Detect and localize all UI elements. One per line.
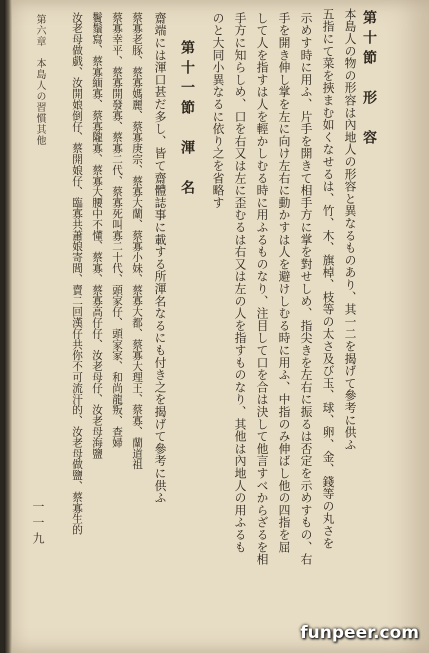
section-11-heading: 第十一節 渾 名 bbox=[179, 40, 195, 200]
section-11-line: 鬢鬚寫、蔡寡緬寡、蔡寡隴寡、蔡寡大腰中不懂、蔡寡、蔡寡高仔仔、汝老母仔、汝老母海鹽 bbox=[91, 12, 103, 459]
section-10-line: のと大同小異なるに依り之を省略す bbox=[211, 12, 225, 209]
section-10-line: して人を指すは人を輕かしむる時に用ふるものなり、注目して口を合は決して他言すべからざるを相 bbox=[255, 12, 269, 566]
section-11-line: 蔡寡老豚、蔡寡媽麗、蔡寡庚宗、蔡寡大蘭、蔡寡小妹、蔡寡大都、蔡寡大理王、蔡寡、蘭道祖 bbox=[131, 12, 143, 470]
section-11-line: 蔡寡幸平、蔡寡開發寡、蔡寡二代、蔡寡死叫寡二十代、頭家仔、頭家家、和尚龍叛、查婦 bbox=[111, 12, 123, 448]
section-10-line: 五指にて菜を挾まむ如くなせるは、竹、木、旗棹、枝等の太さ及び玉、球、卵、金、錢等の丸さを bbox=[321, 8, 335, 550]
page-binding-edge bbox=[4, 0, 12, 653]
section-10-line: 本島人の物の形容は內地人の形容と異なるものあり、其一二を揭げて參考に供ふ bbox=[343, 8, 357, 451]
book-page bbox=[4, 0, 429, 653]
page-number: 一一九 bbox=[31, 500, 45, 548]
section-10-line: 手方に知らしめ、口を右又は左に歪むるは右又は左の人を指すものなり、其他は內地人の用ふるも bbox=[233, 12, 247, 554]
section-11-line: 汝老母做戲、汝開娘倒仔、蔡開娘仔、臨寡共蕭娘寄閭、賣二回漢仔共你不可流汗的、汝老母做鹽、蔡寡生的 bbox=[71, 12, 83, 536]
watermark-logo: funpeer.com bbox=[300, 623, 419, 643]
section-10-line: 手を開き伸し掌を左に向け左右に動かすは人を避けしむる時に用ふ、中指のみ伸ばし他の四指を屈 bbox=[277, 12, 291, 554]
section-11-line: 齋端には渾口甚だ多し、皆て齋體誌事に載する所渾名なるにも付き之を揭げて參考に供ふ bbox=[153, 12, 167, 504]
running-chapter-title: 第六章 本島人の習慣其他 bbox=[34, 14, 45, 146]
section-10-heading: 第十節 形 容 bbox=[361, 10, 377, 150]
section-10-line: 示めす時に用ふ、片手を開きて相手方に掌を對せしめ、指尖きを左右に振るは否定を示めすもの、右 bbox=[299, 12, 313, 566]
